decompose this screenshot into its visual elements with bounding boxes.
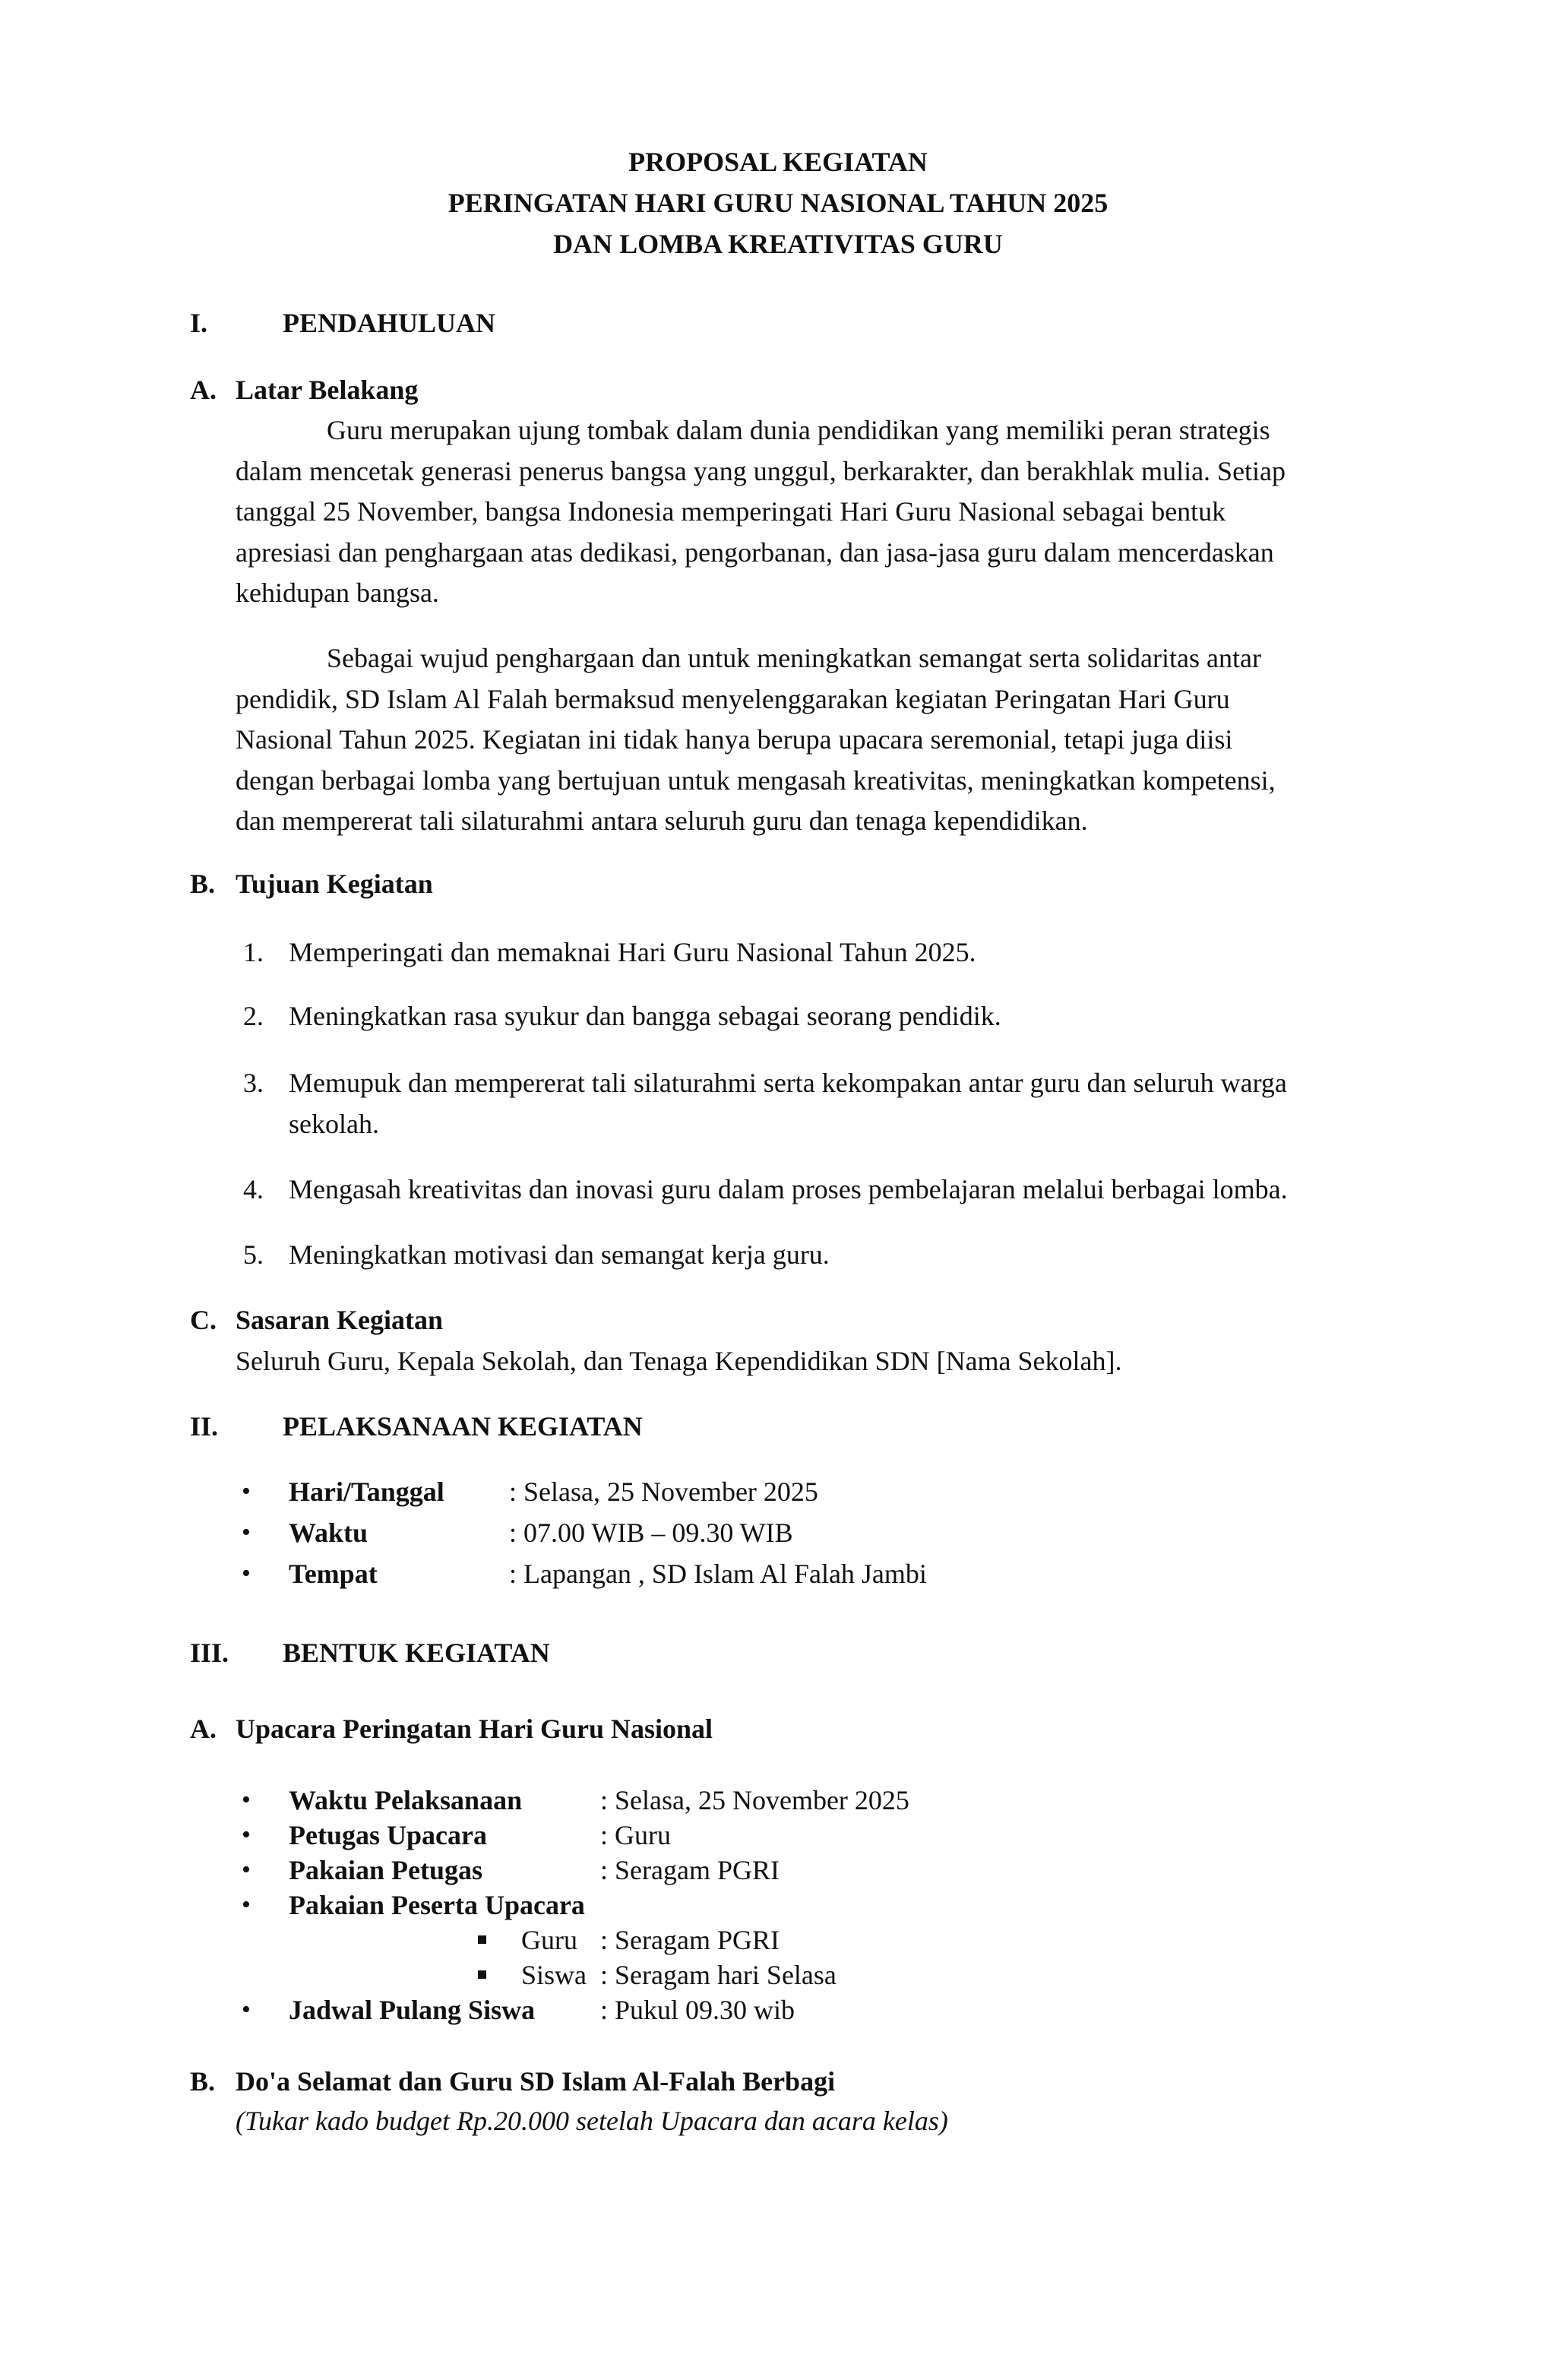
section-1-number: I. <box>190 308 208 338</box>
sub-detail-label: Guru <box>521 1925 577 1955</box>
detail-label: Pakaian Petugas <box>289 1855 483 1885</box>
detail-value: : Selasa, 25 November 2025 <box>600 1785 909 1815</box>
subsection-3a-heading: Upacara Peringatan Hari Guru Nasional <box>236 1714 713 1744</box>
paragraph-line: dan mempererat tali silaturahmi antara seluruh guru dan tenaga kependidikan. <box>236 805 1088 836</box>
detail-value: : Seragam PGRI <box>600 1855 780 1885</box>
section-2-number: II. <box>190 1411 219 1442</box>
list-number: 4. <box>243 1174 264 1204</box>
paragraph-line: pendidik, SD Islam Al Falah bermaksud menyelenggarakan kegiatan Peringatan Hari Guru <box>236 683 1230 714</box>
bullet-icon: • <box>242 1477 251 1505</box>
sub-detail-label: Siswa <box>521 1960 587 1990</box>
subsection-b-heading: Tujuan Kegiatan <box>236 869 433 899</box>
paragraph-line: Sebagai wujud penghargaan dan untuk meningkatkan semangat serta solidaritas antar <box>327 643 1261 673</box>
list-item: Memupuk dan mempererat tali silaturahmi serta kekompakan antar guru dan seluruh warga <box>289 1068 1287 1098</box>
list-number: 5. <box>243 1239 264 1270</box>
subsection-b-number: B. <box>190 869 216 899</box>
square-bullet-icon <box>478 1970 486 1979</box>
bullet-icon: • <box>242 1518 251 1546</box>
paragraph-line: Guru merupakan ujung tombak dalam dunia pendidikan yang memiliki peran strategis <box>327 415 1270 445</box>
list-item: Meningkatkan motivasi dan semangat kerja guru. <box>289 1239 830 1270</box>
bullet-icon: • <box>242 1891 251 1919</box>
paragraph-line: Nasional Tahun 2025. Kegiatan ini tidak hanya berupa upacara seremonial, tetapi juga diisi <box>236 724 1233 755</box>
paragraph-latar-belakang-2 <box>236 638 1421 842</box>
section-2-heading: PELAKSANAAN KEGIATAN <box>283 1411 643 1442</box>
bullet-icon: • <box>242 1821 251 1849</box>
subsection-c-heading: Sasaran Kegiatan <box>236 1305 444 1335</box>
detail-label: Pakaian Peserta Upacara <box>289 1890 585 1920</box>
list-number: 1. <box>243 937 264 967</box>
sub-detail-value: : Seragam PGRI <box>600 1925 780 1955</box>
list-number: 3. <box>243 1068 264 1098</box>
section-3-number: III. <box>190 1638 229 1668</box>
sub-detail-value: : Seragam hari Selasa <box>600 1960 837 1990</box>
square-bullet-icon <box>478 1935 486 1944</box>
bullet-icon: • <box>242 1559 251 1587</box>
subsection-3b-heading: Do'a Selamat dan Guru SD Islam Al-Falah Berbagi <box>236 2066 836 2097</box>
paragraph-line: kehidupan bangsa. <box>236 578 439 608</box>
paragraph-line: apresiasi dan penghargaan atas dedikasi, pengorbanan, dan jasa-jasa guru dalam mencerdaskan <box>236 536 1274 568</box>
paragraph-line: dengan berbagai lomba yang bertujuan untuk mengasah kreativitas, meningkatkan kompetensi, <box>236 764 1276 796</box>
title-line-2: PERINGATAN HARI GURU NASIONAL TAHUN 2025 <box>448 188 1108 218</box>
subsection-a-heading: Latar Belakang <box>236 375 419 405</box>
subsection-a-number: A. <box>190 375 217 405</box>
detail-value: : Guru <box>600 1820 671 1850</box>
detail-label: Hari/Tanggal <box>289 1476 444 1507</box>
detail-label: Tempat <box>289 1559 378 1589</box>
paragraph-line: tanggal 25 November, bangsa Indonesia memperingati Hari Guru Nasional sebagai bentuk <box>236 496 1226 527</box>
list-item: Meningkatkan rasa syukur dan bangga sebagai seorang pendidik. <box>289 1001 1001 1031</box>
title-line-3: DAN LOMBA KREATIVITAS GURU <box>553 229 1003 259</box>
paragraph-line: dalam mencetak generasi penerus bangsa yang unggul, berkarakter, dan berakhlak mulia. Setiap <box>236 455 1286 486</box>
detail-label: Jadwal Pulang Siswa <box>289 1995 536 2025</box>
bullet-icon: • <box>242 1786 251 1814</box>
detail-label: Waktu Pelaksanaan <box>289 1785 523 1815</box>
detail-value: : Selasa, 25 November 2025 <box>509 1476 818 1507</box>
detail-label: Waktu <box>289 1518 368 1548</box>
subsection-3b-number: B. <box>190 2066 216 2097</box>
list-item: Mengasah kreativitas dan inovasi guru dalam proses pembelajaran melalui berbagai lomba. <box>289 1174 1288 1204</box>
list-number: 2. <box>243 1001 264 1031</box>
detail-value: : Pukul 09.30 wib <box>600 1995 795 2025</box>
list-item: Memperingati dan memaknai Hari Guru Nasional Tahun 2025. <box>289 937 976 967</box>
paragraph-latar-belakang-1 <box>236 410 1421 614</box>
detail-value: : 07.00 WIB – 09.30 WIB <box>509 1518 793 1548</box>
title-line-1: PROPOSAL KEGIATAN <box>628 147 928 177</box>
section-1-heading: PENDAHULUAN <box>283 308 496 338</box>
subsection-c-number: C. <box>190 1305 217 1335</box>
note-text: (Tukar kado budget Rp.20.000 setelah Upacara dan acara kelas) <box>236 2106 948 2136</box>
section-3-heading: BENTUK KEGIATAN <box>283 1638 550 1668</box>
list-item-continuation: sekolah. <box>289 1109 379 1139</box>
sasaran-text: Seluruh Guru, Kepala Sekolah, dan Tenaga Kependidikan SDN [Nama Sekolah]. <box>236 1346 1122 1376</box>
subsection-3a-number: A. <box>190 1714 217 1744</box>
bullet-icon: • <box>242 1856 251 1884</box>
detail-value: : Lapangan , SD Islam Al Falah Jambi <box>509 1559 927 1589</box>
bullet-icon: • <box>242 1995 251 2024</box>
detail-label: Petugas Upacara <box>289 1820 487 1850</box>
